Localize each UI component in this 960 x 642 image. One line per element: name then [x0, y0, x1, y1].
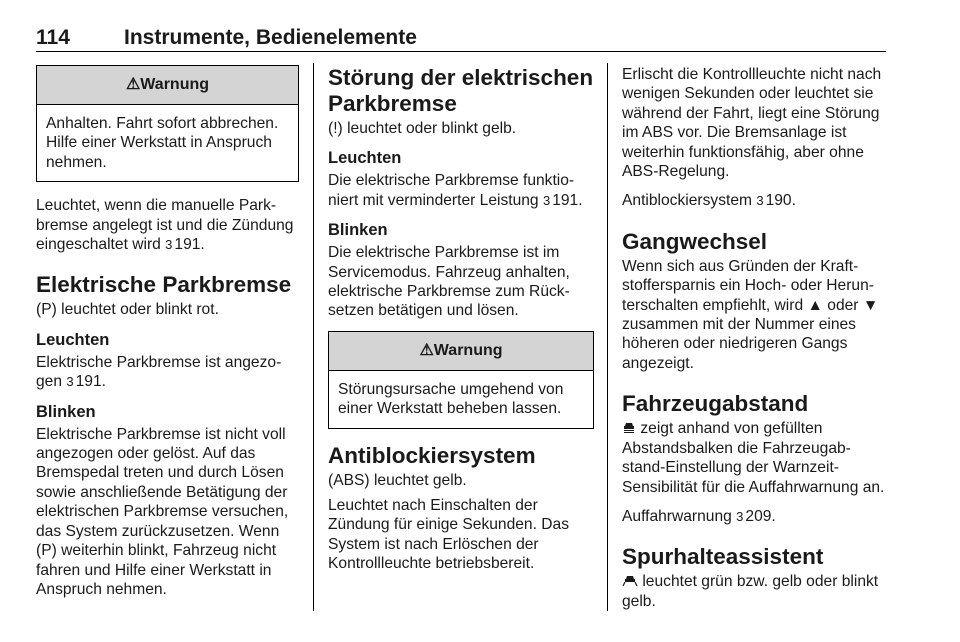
page-header	[36, 26, 886, 52]
abs-text: Leuchtet nach Einschalten der Zündung für einige Sekunden. Das System ist nach Erlöschen der Kontrollleuchte betriebsbereit.	[328, 497, 570, 573]
warning-header	[37, 66, 298, 105]
page-number: 114	[36, 26, 70, 49]
column-1	[36, 65, 299, 609]
epb-blinken-text: Elektrische Parkbremse ist nicht voll angezogen oder gelöst. Auf das Bremspedal treten und durch Lösen sowie anschließende Betätigung der elektrischen Parkbremse versuchen, das System zurückzusetzen. Wenn (P) weiterhin blinkt, Fahrzeug nicht fahren und Hilfe einer Werkstatt in Anspruch nehmen.	[36, 425, 289, 598]
heading-lane-keep: Spurhalteassistent	[622, 544, 824, 570]
distance-text: zeigt anhand von gefüllten Abstandsbalken die Fahrzeugab-stand-Einstellung der Warnzeit-Sensibilität für die Auffahrwarnung an.	[622, 420, 885, 496]
abs-lead: (ABS) leuchtet gelb.	[328, 471, 467, 489]
parking-brake-icon: (P)	[36, 542, 57, 560]
heading-electric-parking-brake: Elektrische Parkbremse	[36, 272, 292, 298]
heading-gear-shift: Gangwechsel	[622, 228, 768, 254]
warning-header	[329, 332, 593, 371]
page-ref-icon: 3	[165, 237, 173, 253]
warning-text: Anhalten. Fahrt sofort abbrechen. Hilfe einer Werkstatt in Anspruch nehmen.	[46, 115, 279, 171]
lane-text: leuchtet grün bzw. gelb oder blinkt gelb.	[622, 573, 879, 610]
subheading-leuchten: Leuchten	[36, 330, 110, 349]
heading-epb-fault: Störung der elektrischen Parkbremse	[328, 65, 594, 116]
epb-leuchten-text: Elektrische Parkbremse ist angezo-gen 3 191.	[36, 353, 282, 391]
epb-fault-lead: (!) leuchtet oder blinkt gelb.	[328, 120, 517, 137]
subheading-leuchten: Leuchten	[328, 149, 402, 168]
brake-fault-icon: (!)	[328, 120, 343, 137]
column-2	[328, 65, 594, 584]
subheading-blinken: Blinken	[36, 402, 96, 421]
gear-text: Wenn sich aus Gründen der Kraft-stoffersparnis ein Hoch- oder Herun-terschalten empfiehlt, wird ▲ oder ▼ zusammen mit der Nummer eines höheren oder niedrigeren Gangs angezeigt.	[622, 257, 879, 372]
intro-paragraph: Leuchtet, wenn die manuelle Park-bremse angelegt ist und die Zündung eingeschaltet wird 3 191.	[36, 197, 294, 254]
page-ref: 209.	[745, 507, 776, 525]
warning-title: Warnung	[433, 341, 503, 359]
warning-icon: ⚠	[419, 341, 434, 359]
parking-brake-icon: (P)	[36, 301, 57, 319]
epb-fault-leuchten-text: Die elektrische Parkbremse funktio-niert mit verminderter Leistung 3 191.	[328, 172, 583, 209]
warning-box-1	[36, 65, 299, 182]
warning-title: Warnung	[140, 76, 210, 93]
page-ref-icon: 3	[66, 374, 74, 390]
abs-reference: Antiblockiersystem 3 190.	[622, 192, 796, 210]
page-ref-icon: 3	[542, 192, 551, 208]
column-3	[622, 65, 888, 621]
warning-box-2	[328, 331, 594, 429]
page-title: Instrumente, Bedienelemente	[124, 26, 417, 49]
abs-icon: (ABS)	[328, 471, 370, 489]
page-ref: 191.	[174, 236, 205, 254]
column-divider-1	[313, 63, 314, 611]
arrow-up-icon: ▲	[807, 296, 823, 314]
vehicle-distance-icon	[622, 419, 636, 438]
page-ref: 191.	[75, 373, 106, 391]
heading-vehicle-distance: Fahrzeugabstand	[622, 391, 809, 417]
abs-continued-text: Erlischt die Kontrollleuchte nicht nach wenigen Sekunden oder leuchtet sie während der Fahrt, liegt eine Störung im ABS vor. Die Bremsanlage ist weiterhin funktionsfähig, aber ohne ABS-Regelung.	[622, 66, 882, 181]
warning-icon: ⚠	[125, 76, 141, 93]
column-divider-2	[607, 63, 608, 611]
epb-lead: (P) leuchtet oder blinkt rot.	[36, 301, 219, 319]
header-rule	[36, 51, 886, 52]
warning-text: Störungsursache umgehend von einer Werkstatt beheben lassen.	[338, 380, 564, 418]
lane-keep-icon	[622, 572, 638, 591]
heading-abs: Antiblockiersystem	[328, 442, 536, 468]
page-ref: 191.	[552, 191, 583, 209]
page-ref-icon: 3	[756, 193, 764, 209]
arrow-down-icon: ▼	[862, 296, 879, 314]
distance-reference: Auffahrwarnung 3 209.	[622, 507, 776, 525]
epb-fault-blinken-text: Die elektrische Parkbremse ist im Servicemodus. Fahrzeug anhalten, elektrische Parkbremse zum Rück-setzen betätigen und lösen.	[328, 244, 570, 320]
page-ref-icon: 3	[736, 508, 744, 524]
page-ref: 190.	[765, 192, 796, 210]
subheading-blinken: Blinken	[328, 221, 388, 240]
